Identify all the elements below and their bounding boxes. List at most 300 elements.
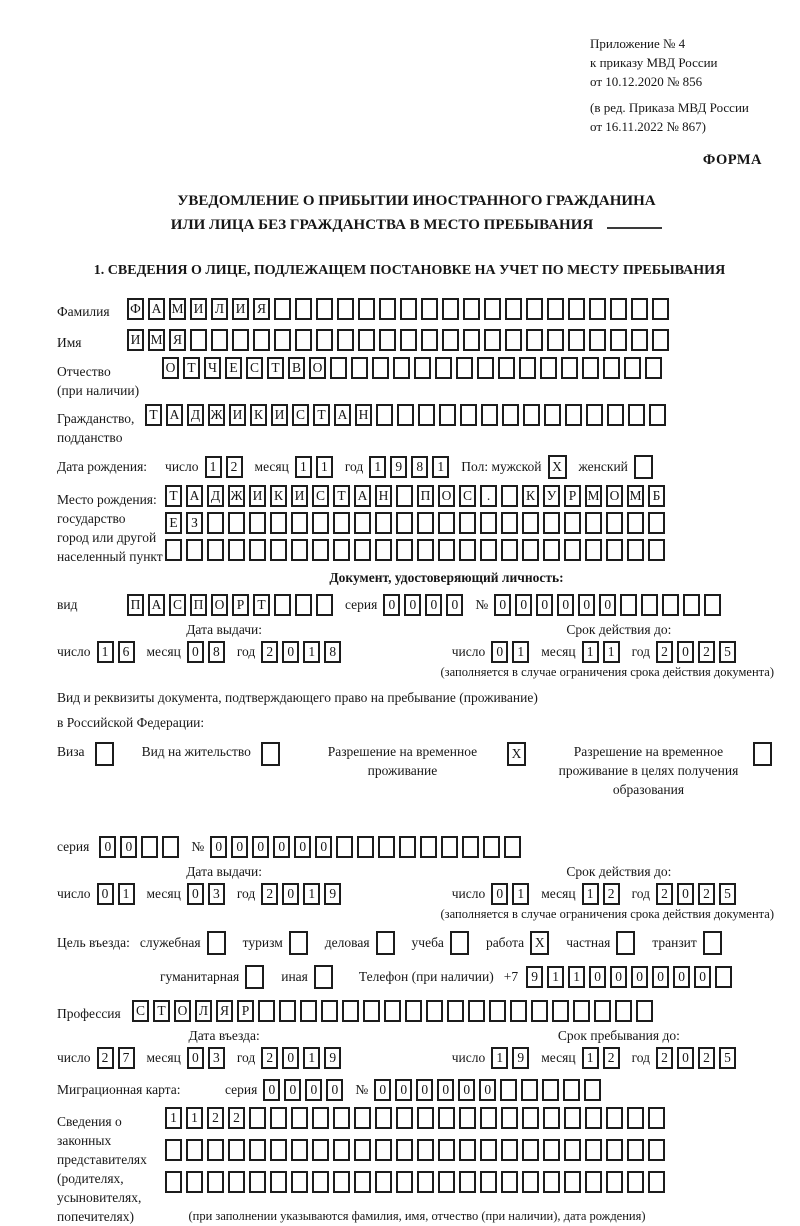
- gender-female-checkbox: [634, 455, 653, 479]
- char-cell: [584, 1079, 601, 1101]
- char-cell: [463, 298, 480, 320]
- char-cell: 8: [208, 641, 225, 663]
- checkbox-label: транзит: [652, 934, 697, 950]
- char-cell: Д: [207, 485, 224, 507]
- char-cell: [186, 1139, 203, 1161]
- char-cell: 0: [589, 966, 606, 988]
- field-migration-card: [57, 1076, 776, 1103]
- char-cell: [396, 485, 413, 507]
- date-part-cells: [582, 883, 624, 905]
- char-cell: [438, 1107, 455, 1129]
- char-cell: А: [186, 485, 203, 507]
- char-cell: Т: [165, 485, 182, 507]
- permit-series-label: серия: [57, 838, 90, 854]
- char-cell: [417, 1107, 434, 1129]
- char-cell: [523, 404, 540, 426]
- header-edit-reference: [590, 98, 776, 136]
- char-cell: [631, 329, 648, 351]
- date-part-label: месяц: [541, 644, 576, 659]
- char-cell: [417, 512, 434, 534]
- char-cell: [207, 539, 224, 561]
- char-cell: И: [127, 329, 144, 351]
- char-cell: [249, 512, 266, 534]
- char-cell: 2: [698, 883, 715, 905]
- char-cell: [379, 329, 396, 351]
- field-patronymic: [57, 357, 776, 400]
- char-cell: [426, 1000, 443, 1022]
- citizenship-label-line2: подданство: [57, 430, 123, 445]
- char-cell: [249, 1139, 266, 1161]
- char-cell: [165, 1171, 182, 1193]
- char-cell: [547, 298, 564, 320]
- date-part-cells: [261, 641, 345, 663]
- char-cell: Ж: [228, 485, 245, 507]
- char-cell: [627, 539, 644, 561]
- char-cell: [468, 1000, 485, 1022]
- char-cell: [186, 1171, 203, 1193]
- char-cell: [354, 512, 371, 534]
- date-part-label: год: [631, 644, 650, 659]
- char-cell: 0: [491, 641, 508, 663]
- char-cell: [564, 1107, 581, 1129]
- char-cell: Л: [195, 1000, 212, 1022]
- field-representatives: [57, 1107, 776, 1226]
- char-cell: 2: [603, 1047, 620, 1069]
- migration-series-label: серия: [225, 1081, 258, 1097]
- char-cell: [442, 298, 459, 320]
- char-cell: С: [132, 1000, 149, 1022]
- char-cell: [606, 539, 623, 561]
- char-cell: [363, 1000, 380, 1022]
- field-purpose: [57, 929, 776, 956]
- char-cell: 0: [282, 641, 299, 663]
- char-cell: [333, 1171, 350, 1193]
- char-cell: [421, 298, 438, 320]
- char-cell: [628, 404, 645, 426]
- char-cell: [484, 329, 501, 351]
- form-title-line1: УВЕДОМЛЕНИЕ О ПРИБЫТИИ ИНОСТРАННОГО ГРАЖДАНИНА: [177, 193, 656, 209]
- char-cell: 1: [582, 883, 599, 905]
- char-cell: [249, 1171, 266, 1193]
- representatives-row1: [165, 1107, 669, 1129]
- label-line: (в ред. Приказа МВД России: [590, 100, 749, 115]
- char-cell: [336, 836, 353, 858]
- char-cell: 0: [458, 1079, 475, 1101]
- char-cell: [462, 836, 479, 858]
- char-cell: [186, 539, 203, 561]
- char-cell: С: [246, 357, 263, 379]
- birth-month-label: месяц: [254, 458, 289, 474]
- char-cell: [505, 298, 522, 320]
- char-cell: [624, 357, 641, 379]
- label-line: от 10.12.2020 № 856: [590, 74, 703, 89]
- forma-label: ФОРМА: [702, 152, 762, 168]
- date-line: [57, 883, 345, 905]
- char-cell: 2: [261, 883, 278, 905]
- char-cell: [396, 1171, 413, 1193]
- char-cell: [207, 1171, 224, 1193]
- checkbox: X: [507, 742, 526, 766]
- label-line: Место рождения:: [57, 492, 157, 507]
- char-cell: [397, 404, 414, 426]
- char-cell: 1: [512, 641, 529, 663]
- checkbox-option: [308, 742, 530, 780]
- char-cell: 2: [698, 1047, 715, 1069]
- char-cell: 0: [187, 883, 204, 905]
- char-cell: [585, 539, 602, 561]
- date-heading: Срок действия до:: [566, 864, 672, 879]
- char-cell: [606, 1107, 623, 1129]
- char-cell: [540, 357, 557, 379]
- char-cell: 1: [568, 966, 585, 988]
- char-cell: [498, 357, 515, 379]
- label-line: Сведения о: [57, 1114, 122, 1129]
- char-cell: Е: [225, 357, 242, 379]
- residence-doc-intro2: в Российской Федерации:: [57, 715, 205, 730]
- char-cell: [649, 404, 666, 426]
- char-cell: [417, 1171, 434, 1193]
- char-cell: [522, 1107, 539, 1129]
- date-part-label: месяц: [541, 1050, 576, 1065]
- char-cell: [543, 1171, 560, 1193]
- field-id-doc: [57, 591, 776, 618]
- checkbox: [314, 965, 333, 989]
- purpose-options-line2: [160, 965, 337, 989]
- char-cell: [627, 512, 644, 534]
- char-cell: Т: [153, 1000, 170, 1022]
- char-cell: [501, 1139, 518, 1161]
- char-cell: [312, 1171, 329, 1193]
- date-part-label: число: [57, 1050, 91, 1065]
- char-cell: [375, 512, 392, 534]
- char-cell: 0: [97, 883, 114, 905]
- char-cell: 0: [631, 966, 648, 988]
- char-cell: [253, 329, 270, 351]
- char-cell: [295, 298, 312, 320]
- char-cell: [547, 329, 564, 351]
- form-title-line2: ИЛИ ЛИЦА БЕЗ ГРАЖДАНСТВА В МЕСТО ПРЕБЫВАНИЯ: [170, 217, 594, 233]
- patronymic-label-line2: (при наличии): [57, 383, 140, 398]
- id-doc-dates: [57, 622, 776, 663]
- char-cell: [586, 404, 603, 426]
- char-cell: [568, 298, 585, 320]
- migration-series-cells: [263, 1079, 347, 1101]
- char-cell: 0: [404, 594, 421, 616]
- char-cell: [522, 1139, 539, 1161]
- char-cell: [337, 298, 354, 320]
- char-cell: [648, 512, 665, 534]
- id-doc-series-label: серия: [345, 596, 378, 612]
- char-cell: С: [459, 485, 476, 507]
- checkbox: [207, 931, 226, 955]
- char-cell: [501, 512, 518, 534]
- char-cell: [480, 1139, 497, 1161]
- char-cell: [228, 1139, 245, 1161]
- char-cell: [648, 1171, 665, 1193]
- char-cell: 1: [205, 456, 222, 478]
- label-line: представителях: [57, 1152, 147, 1167]
- char-cell: 2: [207, 1107, 224, 1129]
- checkbox: [376, 931, 395, 955]
- checkbox-option: [142, 742, 284, 766]
- char-cell: [211, 329, 228, 351]
- char-cell: [522, 539, 539, 561]
- char-cell: [585, 512, 602, 534]
- char-cell: [435, 357, 452, 379]
- entry-dates: [57, 1028, 776, 1069]
- char-cell: [544, 404, 561, 426]
- patronymic-label: [57, 357, 162, 400]
- char-cell: [645, 357, 662, 379]
- residence-doc-intro1: Вид и реквизиты документа, подтверждающего право на пребывание (проживание): [57, 690, 538, 705]
- char-cell: О: [606, 485, 623, 507]
- date-heading: Дата выдачи:: [186, 622, 263, 637]
- birth-month-cells: [295, 456, 337, 478]
- birthplace-row3: [165, 539, 669, 561]
- char-cell: [312, 512, 329, 534]
- checkbox: [450, 931, 469, 955]
- date-heading: Дата выдачи:: [186, 864, 263, 879]
- checkbox-option: [281, 965, 337, 989]
- char-cell: [594, 1000, 611, 1022]
- checkbox-label: работа: [485, 934, 525, 950]
- char-cell: [291, 1107, 308, 1129]
- date-part-label: год: [236, 644, 256, 659]
- char-cell: [316, 594, 333, 616]
- char-cell: 1: [547, 966, 564, 988]
- char-cell: [504, 836, 521, 858]
- char-cell: [582, 357, 599, 379]
- char-cell: [270, 512, 287, 534]
- char-cell: [568, 329, 585, 351]
- phone-prefix: +7: [503, 968, 519, 984]
- date-part-label: год: [236, 1050, 256, 1065]
- checkbox: [703, 931, 722, 955]
- field-profession: [57, 997, 776, 1024]
- date-part-cells: [656, 1047, 740, 1069]
- section1-heading: 1. СВЕДЕНИЯ О ЛИЦЕ, ПОДЛЕЖАЩЕМ ПОСТАНОВКЕ НА УЧЕТ ПО МЕСТУ ПРЕБЫВАНИЯ: [93, 263, 726, 278]
- firstname-cells: [127, 329, 673, 351]
- char-cell: 2: [656, 883, 673, 905]
- char-cell: Т: [267, 357, 284, 379]
- char-cell: А: [354, 485, 371, 507]
- checkbox-label: Вид на жительство: [141, 744, 251, 759]
- char-cell: З: [186, 512, 203, 534]
- char-cell: 0: [252, 836, 269, 858]
- permit-issue-date: [57, 864, 345, 905]
- char-cell: [463, 329, 480, 351]
- checkbox-option: [160, 965, 268, 989]
- date-part-cells: [491, 641, 533, 663]
- char-cell: Р: [564, 485, 581, 507]
- char-cell: П: [127, 594, 144, 616]
- char-cell: 0: [515, 594, 532, 616]
- char-cell: [459, 512, 476, 534]
- checkbox-label: деловая: [324, 934, 370, 950]
- char-cell: М: [148, 329, 165, 351]
- char-cell: [501, 1107, 518, 1129]
- representatives-row2: [165, 1139, 669, 1161]
- char-cell: 2: [656, 1047, 673, 1069]
- char-cell: [481, 404, 498, 426]
- char-cell: [417, 1139, 434, 1161]
- char-cell: [480, 512, 497, 534]
- char-cell: 9: [512, 1047, 529, 1069]
- gender-male-checkbox: X: [548, 455, 567, 479]
- char-cell: [300, 1000, 317, 1022]
- id-doc-kind-label: вид: [57, 597, 78, 612]
- char-cell: [438, 512, 455, 534]
- date-line: [57, 641, 345, 663]
- date-part-cells: [582, 1047, 624, 1069]
- id-doc-number-label: №: [475, 596, 489, 612]
- char-cell: 1: [97, 641, 114, 663]
- char-cell: [641, 594, 658, 616]
- char-cell: [585, 1107, 602, 1129]
- checkbox: [753, 742, 772, 766]
- char-cell: Е: [165, 512, 182, 534]
- char-cell: [563, 1079, 580, 1101]
- checkbox-option: [566, 931, 639, 955]
- char-cell: [421, 329, 438, 351]
- char-cell: [459, 1107, 476, 1129]
- form-title-line2-wrap: [57, 213, 776, 237]
- char-cell: [603, 357, 620, 379]
- char-cell: [442, 329, 459, 351]
- char-cell: [417, 539, 434, 561]
- char-cell: О: [174, 1000, 191, 1022]
- char-cell: [480, 539, 497, 561]
- char-cell: [358, 329, 375, 351]
- char-cell: 0: [395, 1079, 412, 1101]
- char-cell: [354, 539, 371, 561]
- char-cell: Н: [355, 404, 372, 426]
- label-line: к приказу МВД России: [590, 55, 718, 70]
- checkbox-label: гуманитарная: [160, 968, 240, 984]
- char-cell: И: [232, 298, 249, 320]
- char-cell: [232, 329, 249, 351]
- checkbox-option: [652, 931, 726, 955]
- permit-valid-note: (заполняется в случае ограничения срока действия документа): [440, 907, 774, 921]
- char-cell: М: [585, 485, 602, 507]
- char-cell: [162, 836, 179, 858]
- date-part-cells: [491, 1047, 533, 1069]
- checkbox: [95, 742, 114, 766]
- checkbox-label: учеба: [411, 934, 444, 950]
- date-part-cells: [582, 641, 624, 663]
- char-cell: [607, 404, 624, 426]
- char-cell: [274, 329, 291, 351]
- char-cell: [543, 1139, 560, 1161]
- char-cell: 9: [390, 456, 407, 478]
- checkbox-option: [243, 931, 312, 955]
- char-cell: [526, 298, 543, 320]
- char-cell: [351, 357, 368, 379]
- char-cell: [439, 404, 456, 426]
- char-cell: 0: [677, 641, 694, 663]
- birthplace-row1: [165, 485, 669, 507]
- date-part-cells: [656, 641, 740, 663]
- char-cell: Ф: [127, 298, 144, 320]
- char-cell: 0: [536, 594, 553, 616]
- char-cell: [565, 404, 582, 426]
- date-part-cells: [97, 1047, 139, 1069]
- char-cell: А: [148, 594, 165, 616]
- char-cell: [502, 404, 519, 426]
- char-cell: [631, 298, 648, 320]
- char-cell: [274, 594, 291, 616]
- char-cell: [165, 539, 182, 561]
- date-part-cells: [187, 1047, 229, 1069]
- char-cell: 1: [603, 641, 620, 663]
- char-cell: 0: [652, 966, 669, 988]
- birthplace-cell-rows: [165, 485, 669, 561]
- checkbox-label: служебная: [139, 934, 201, 950]
- char-cell: [358, 298, 375, 320]
- char-cell: 1: [165, 1107, 182, 1129]
- representatives-note: (при заполнении указываются фамилия, имя, отчество (при наличии), дата рождения): [188, 1209, 646, 1223]
- phone-label: Телефон (при наличии): [358, 968, 494, 984]
- char-cell: [270, 1139, 287, 1161]
- char-cell: 0: [694, 966, 711, 988]
- label-line: усыновителях,: [57, 1190, 142, 1205]
- char-cell: 1: [303, 1047, 320, 1069]
- char-cell: И: [229, 404, 246, 426]
- char-cell: [438, 1171, 455, 1193]
- char-cell: [704, 594, 721, 616]
- char-cell: [354, 1171, 371, 1193]
- checkbox-option: [412, 931, 473, 955]
- char-cell: [459, 1171, 476, 1193]
- char-cell: 0: [578, 594, 595, 616]
- date-part-label: число: [451, 644, 486, 659]
- char-cell: [441, 836, 458, 858]
- field-firstname: [57, 326, 776, 353]
- citizenship-label-line1: Гражданство,: [57, 411, 135, 426]
- gender-male-label: Пол: мужской: [461, 458, 542, 474]
- char-cell: [521, 1079, 538, 1101]
- char-cell: Т: [333, 485, 350, 507]
- checkbox-label: частная: [566, 934, 611, 950]
- migration-number-label: №: [355, 1081, 369, 1097]
- char-cell: [627, 1171, 644, 1193]
- char-cell: [606, 1171, 623, 1193]
- date-heading: Срок пребывания до:: [557, 1028, 680, 1043]
- char-cell: 2: [698, 641, 715, 663]
- char-cell: [270, 539, 287, 561]
- char-cell: [333, 512, 350, 534]
- char-cell: [501, 485, 518, 507]
- char-cell: 8: [324, 641, 341, 663]
- char-cell: [519, 357, 536, 379]
- header-reference: [590, 34, 776, 136]
- char-cell: [342, 1000, 359, 1022]
- birth-day-cells: [205, 456, 247, 478]
- char-cell: [141, 836, 158, 858]
- char-cell: 0: [446, 594, 463, 616]
- char-cell: [420, 836, 437, 858]
- label-line: законных: [57, 1133, 112, 1148]
- char-cell: 2: [603, 883, 620, 905]
- char-cell: [295, 594, 312, 616]
- char-cell: 1: [512, 883, 529, 905]
- birthplace-label: [57, 485, 165, 566]
- char-cell: 0: [263, 1079, 280, 1101]
- char-cell: [321, 1000, 338, 1022]
- surname-cells: [127, 298, 673, 320]
- char-cell: 0: [284, 1079, 301, 1101]
- char-cell: [291, 1171, 308, 1193]
